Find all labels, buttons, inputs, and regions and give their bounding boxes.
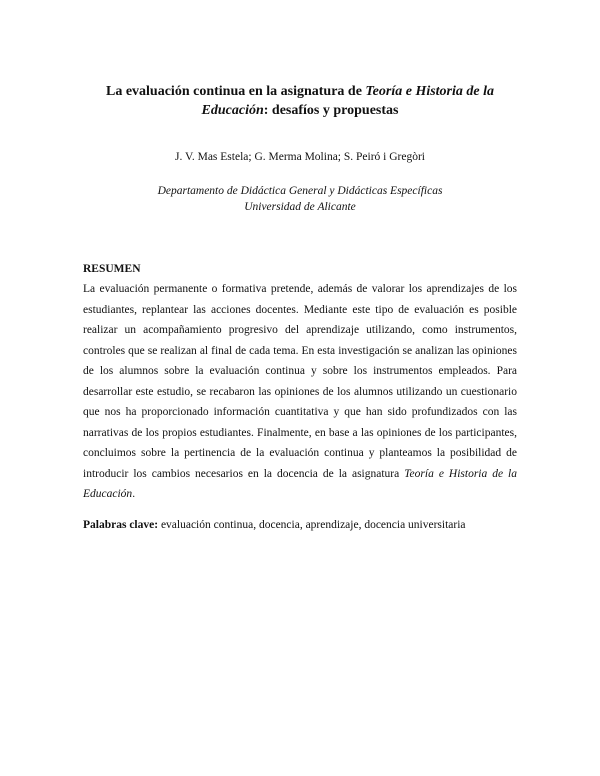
- abstract-end: .: [132, 488, 136, 500]
- keywords: [83, 518, 517, 533]
- title-text: La evaluación continua en la asignatura de: [105, 84, 366, 99]
- paper-title: [95, 82, 505, 120]
- abstract-subject-italic: Teoría e Historia de la Educación: [83, 467, 517, 500]
- affiliation: [0, 183, 600, 215]
- abstract-body: [83, 279, 517, 505]
- affiliation-university: Universidad de Alicante: [244, 201, 356, 213]
- keywords-text: evaluación continua, docencia, aprendizaje, docencia universitaria: [158, 519, 466, 531]
- author-list: J. V. Mas Estela; G. Merma Molina; S. Peiró i Gregòri: [175, 151, 425, 163]
- abstract-text: La evaluación permanente o formativa pretende, además de valorar los aprendizajes de los estudiantes, replantear las acciones docentes. Mediante este tipo de evaluación es posible realizar un acompañamiento progresivo del aprendizaje utilizando, como instrumentos, controles que se realizan al final de cada tema. En esta investigación se analizan las opiniones de los alumnos sobre la evaluación continua y sobre los instrumentos empleados. Para desarrollar este estudio, se recabaron las opiniones de los alumnos utilizando un cuestionario que nos ha proporcionado información cuantitativa y que han sido profundizados con las narrativas de los propios estudiantes. Finalmente, en base a las opiniones de los participantes, concluimos sobre la pertinencia de la evaluación continua y planteamos la posibilidad de introducir los cambios necesarios en la docencia de la asignatura: [83, 283, 517, 480]
- affiliation-department: Departamento de Didáctica General y Didácticas Específicas: [157, 185, 443, 197]
- title-subject-italic: Teoría e Historia de la Educación: [201, 84, 494, 118]
- abstract-heading: RESUMEN: [83, 263, 141, 275]
- keywords-label: Palabras clave:: [83, 519, 159, 531]
- title-subtitle: : desafíos y propuestas: [263, 103, 399, 118]
